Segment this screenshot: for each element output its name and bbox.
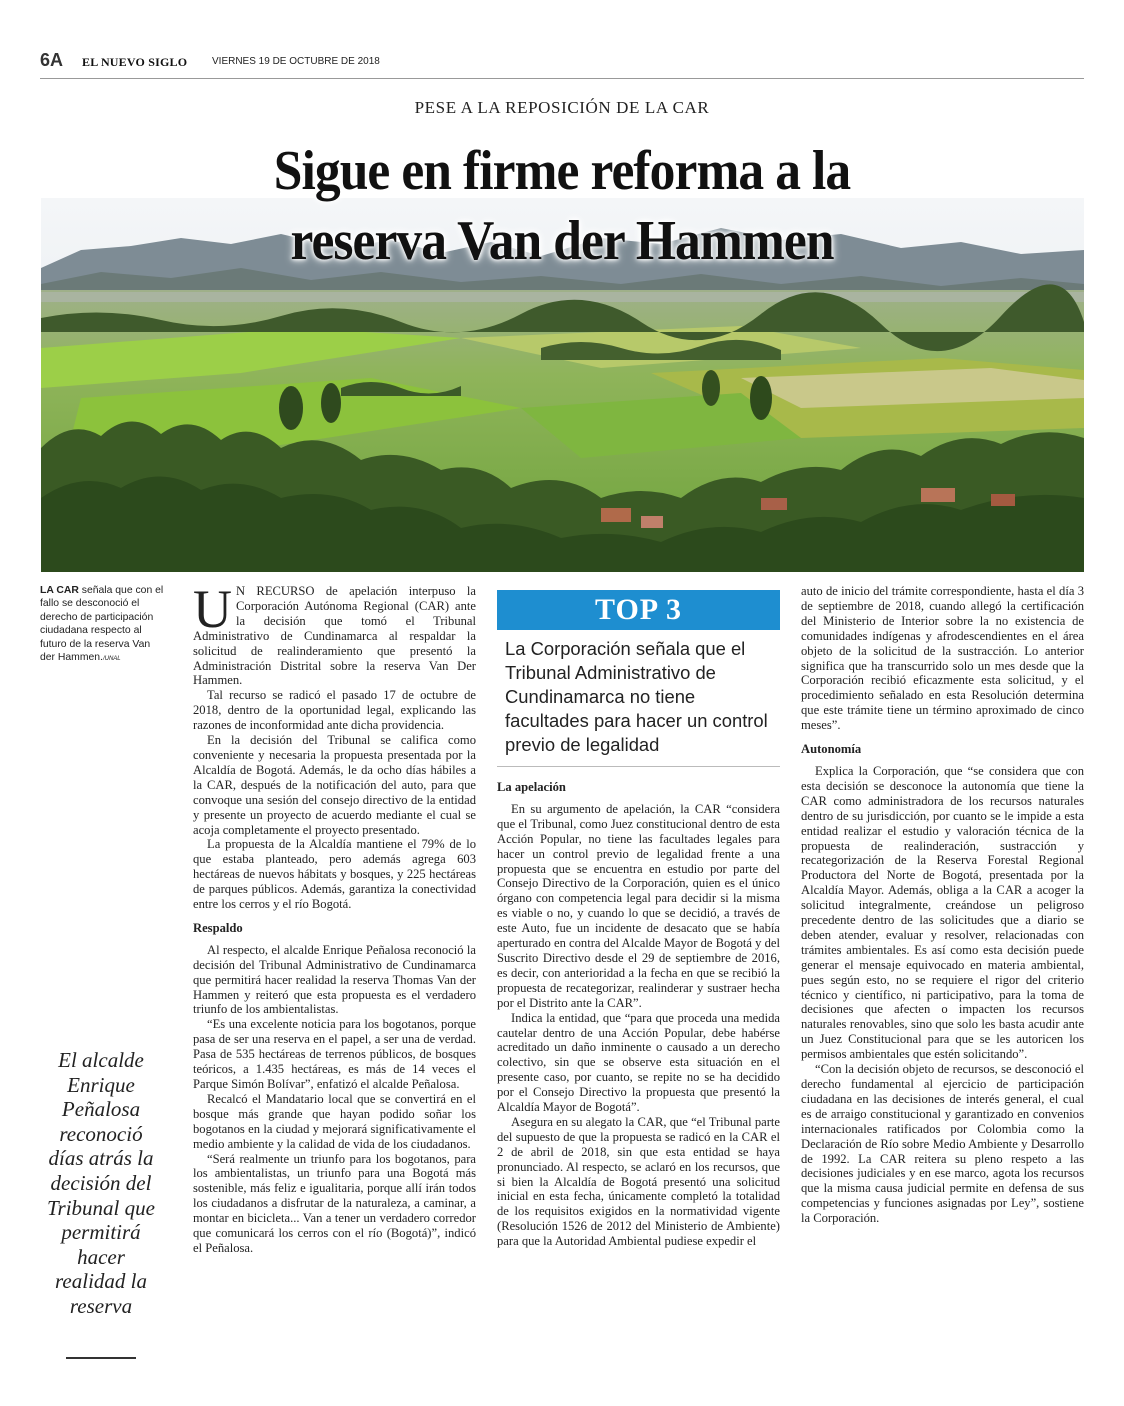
paragraph: En la decisión del Tribunal se califica como conveniente y necesaria la propuesta presentada por la Alcaldía de Bogotá. Además, le da ocho días hábiles a la CAR, después de la notificación del auto, para que convoque una sesión del consejo directivo de la entidad y presente un proyecto de acuerdo mediante el cual se acoja completamente el proyecto presentado.: [193, 733, 476, 837]
caption-lead: LA CAR: [40, 585, 79, 596]
subheading: Autonomía: [801, 742, 862, 757]
issue-date: VIERNES 19 DE OCTUBRE DE 2018: [212, 56, 380, 67]
paragraph: Indica la entidad, que “para que proceda una medida cautelar dentro de una Acción Popular, debe habérse acreditado un daño inminente o causado a un derecho colectivo, sin que se observe esta situación en el presente caso, por cuanto, se repite no se ha decidido por el Consejo Directivo la propuesta que presentó la Alcaldía Mayor de Bogotá”.: [497, 1010, 780, 1115]
paragraph: Tal recurso se radicó el pasado 17 de octubre de 2018, dentro de la oportunidad legal, explicando las razones de inconformidad ante dicha providencia.: [193, 688, 476, 733]
page-number: 6A: [40, 50, 64, 70]
paragraph: Al respecto, el alcalde Enrique Peñalosa reconoció la decisión del Tribunal Administrativo de Cundinamarca que permitirá hacer realidad la reserva Thomas Van der Hammen y reiteró que esta propuesta es el verdadero triunfo de los ambientalistas.: [193, 942, 476, 1017]
article-kicker: PESE A LA REPOSICIÓN DE LA CAR: [414, 98, 710, 117]
paragraph: Explica la Corporación, que “se considera que con esta decisión se desconoce la autonomía que tiene la CAR como administradora de los recursos naturales dentro de su jurisdicción, por cuanto se le impide a esta entidad realizar el estudio y valoración técnica de la propuesta de realinderación, sustracción y recategorización de la Reserva Forestal Regional Productora del Norte de Bogotá, presentada por la Alcaldía Mayor. Además, obliga a la CAR a acoger la solicitud integralmente, creándose un peligroso precedente dentro de las solicitudes que a diario se deben atender, evaluar y resolver, relacionadas con trámites ambientales. Es así como esta decisión puede generar el mensaje equivocado en materia ambiental, pues según esto, no se requiere el rigor del criterio técnico y científico, ni participativo, para la toma de decisiones que afecten o impacten los recursos naturales renovables, sino que solo les basta acudir ante un Juez Constitucional para que se les autoricen los permisos ambientales que estén solicitando”.: [801, 763, 1084, 1062]
pull-quote-rule: [66, 1357, 136, 1359]
photo-caption: [40, 584, 166, 666]
paragraph: “Con la decisión objeto de recursos, se desconoció el derecho fundamental al ejercicio de participación ciudadana en las decisiones de interés general, el cual es de arraigo constitucional y garantizado en convenios internacionales ratificados por Colombia como la Declaración de Río sobre Medio Ambiente y Desarrollo de 1992. La CAR reitera su pleno respeto a las decisiones judiciales y en ese marco, agota los recursos que la misma causa judicial permite en defensa de sus competencias y funciones asignadas por Ley”, sostiene la Corporación.: [801, 1062, 1084, 1226]
paragraph: Asegura en su alegato la CAR, que “el Tribunal parte del supuesto de que la propuesta se radicó en la CAR el 2 de abril de 2018, sin que esta entidad se haya pronunciado. Al respecto, se aclaró en los recursos, que si bien la Alcaldía de Bogotá presentó una solicitud inicial en esta fecha, únicamente completó la totalidad de los requisitos exigidos en la normatividad vigente (Resolución 1526 de 2012 del Ministerio de Ambiente) para que la Autoridad Ambiental pudiese expedir el: [497, 1114, 780, 1249]
paragraph-text: de apelación interpuso la Corporación Autónoma Regional (CAR) ante la decisión que tomó el Tribunal Administrativo de Cundinamarca al respaldar la solicitud de realinderamiento que presentó la Administración Distrital sobre la reserva Van Der Hammen.: [193, 584, 476, 688]
article-column-1: [193, 579, 476, 1256]
headline-line-1: Sigue en firme reforma a la: [273, 140, 851, 202]
headline-line-2: reserva Van der Hammen: [290, 210, 834, 272]
paragraph: auto de inicio del trámite correspondiente, hasta el día 3 de septiembre de 2018, cuando allegó la certificación del Ministerio de Interior sobre la no existencia de comunidades indígenas y afrodescendientes en el área objeto de la solicitud de la sustracción. Lo anterior significa que ha transcurrido solo un mes desde que la Corporación recibió eficazmente esta solicitud, y el procedimiento señalado en esta Resolución determina que este trámite tiene un término aproximado de cinco meses”.: [801, 584, 1084, 733]
paragraph: En su argumento de apelación, la CAR “considera que el Tribunal, como Juez constitucional dentro de esta Acción Popular, no tiene las facultades legales para hacer un control previo de legalidad frente a una propuesta que se encuentra en estudio por parte del Consejo Directivo de la Corporación, quien es el único órgano con competencia legal para decidir si la misma es viable o no, y cuando lo que se decidió, a través de este Auto, fue un incidente de desacato que se había aperturado en contra del Alcalde Mayor de Bogotá y del Suscrito Directivo desde el 29 de septiembre de 2016, es decir, con anterioridad a la fecha en que se recibió la propuesta de recategorizar, realinderar y sustraer hecha por el Distrito ante la CAR”.: [497, 801, 780, 1010]
newspaper-name: EL NUEVO SIGLO: [82, 55, 188, 69]
photo-credit: /UNAL: [102, 656, 121, 663]
paragraph: “Es una excelente noticia para los bogotanos, porque pasa de ser una reserva en el papel, a ser una de verdad. Pasa de 535 hectáreas de terrenos públicos, de bosques teóricos, a 1.435 hectáreas, es más de 14 veces el Parque Simón Bolívar”, enfatizó el alcalde Peñalosa.: [193, 1017, 476, 1091]
top3-banner: TOP 3: [497, 590, 780, 630]
caption-text: señala que con el fallo se desconoció el derecho de participación ciudadana respecto al futuro de la reserva Van der Hammen.: [40, 585, 164, 664]
drop-cap: U: [193, 579, 232, 639]
article-headline: [183, 136, 941, 276]
subheading: La apelación: [497, 780, 566, 794]
paragraph: “Será realmente un triunfo para los bogotanos, para los ambientalistas, un triunfo para una Bogotá más sostenible, más feliz e igualitaria, porque allí irán todos los ciudadanos a disfrutar de la naturaleza, a caminar, a montar en bicicleta... Van a tener un verdadero corredor que comunicará los cerros con el río (Bogotá)”, indicó el Peñalosa.: [193, 1151, 476, 1255]
article-column-2: [497, 780, 780, 1249]
top3-highlight-text: La Corporación señala que el Tribunal Administrativo de Cundinamarca no tiene facultades para hacer un control previo de legalidad: [505, 638, 768, 755]
article-column-3: [801, 584, 1084, 1226]
pull-quote: El alcalde Enrique Peñalosa reconoció días atrás la decisión del Tribunal que permitirá hacer realidad la reserva: [47, 1048, 155, 1318]
page-header: [40, 50, 1084, 79]
lead-caps: N RECURSO: [236, 584, 315, 598]
paragraph: [193, 579, 476, 688]
paragraph: La propuesta de la Alcaldía mantiene el 79% de lo que estaba planteado, pero además agrega 603 hectáreas de nuevos hábitats y bosques, y 225 hectáreas de parques públicos. Además, garantiza la conectividad entre los cerros y el río Bogotá.: [193, 837, 476, 912]
top3-divider: [497, 766, 780, 767]
paragraph: Recalcó el Mandatario local que se convertirá en el bosque más grande que hayan podido soñar los bogotanos en la ciudad y mejorará significativamente el medio ambiente y la calidad de vida de los ciudadanos.: [193, 1091, 476, 1151]
subheading: Respaldo: [193, 920, 243, 935]
